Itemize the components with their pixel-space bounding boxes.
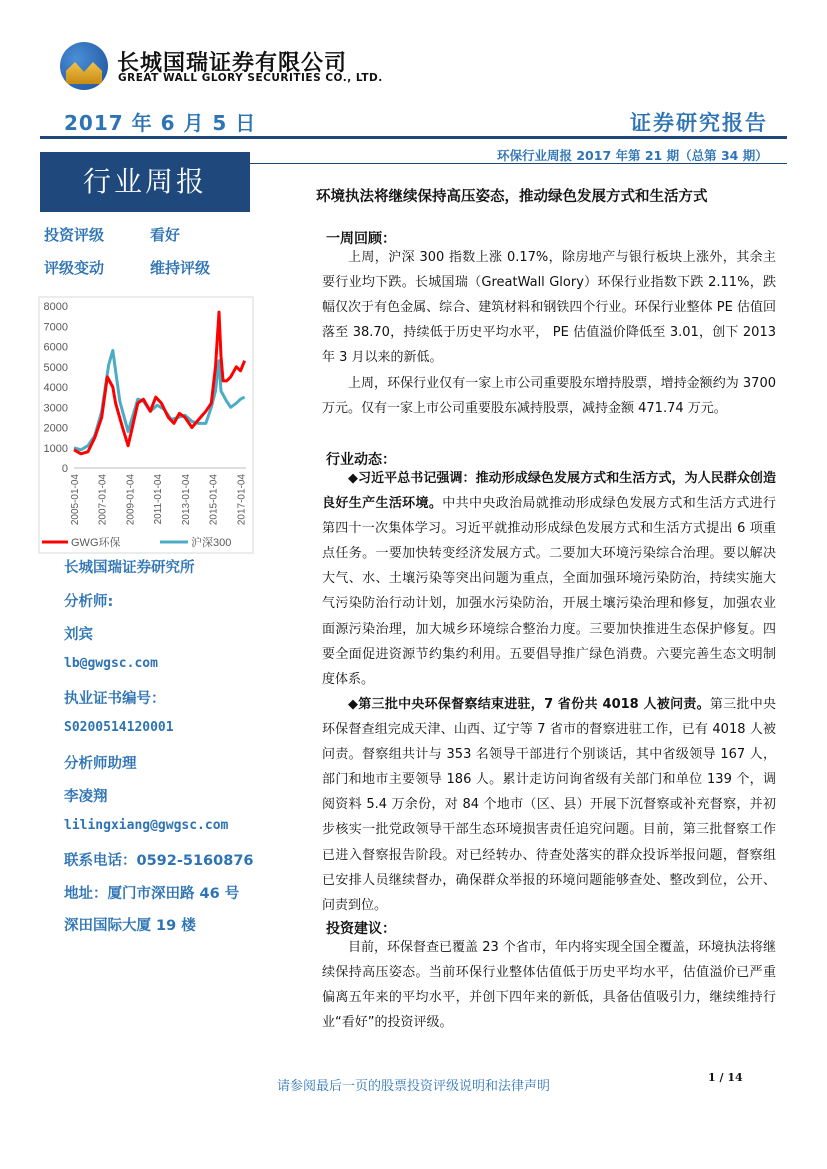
- invest-rating-value: 看好: [150, 226, 181, 244]
- footer-disclaimer: 请参阅最后一页的股票投资评级说明和法律声明: [277, 1079, 551, 1094]
- section-weekly-review: 一周回顾：: [326, 231, 396, 247]
- paragraph-advice: 目前，环保督查已覆盖 23 个省市，年内将实现全国全覆盖，环境执法将继续保持高压姿态。当前环保行业整体估值低于历史平均水平，估值溢价已严重偏离五年来的平均水平，并创下四年来的新低，具备估值吸引力，继续维持行业“看好”的投资评级。: [322, 940, 776, 1031]
- analyst-name: 刘宾: [64, 627, 93, 643]
- x-tick-label: 2017-01-04: [236, 474, 248, 526]
- company-logo: [60, 42, 108, 90]
- y-tick-label: 1000: [43, 442, 68, 455]
- paragraph-news-2: [322, 692, 776, 918]
- x-tick-label: 2015-01-04: [208, 474, 220, 526]
- address-line1: 地址：厦门市深田路 46 号: [64, 886, 240, 902]
- x-tick-label: 2009-01-04: [125, 474, 137, 526]
- x-tick-label: 2011-01-04: [153, 474, 165, 525]
- x-tick-label: 2007-01-04: [97, 474, 109, 526]
- y-tick-label: 6000: [43, 341, 68, 354]
- section-investment-advice: 投资建议：: [326, 921, 396, 937]
- y-tick-label: 5000: [43, 361, 68, 374]
- rating-change-value: 维持评级: [150, 259, 211, 277]
- report-banner: [40, 152, 250, 212]
- news-2-headline: ◆第三批中央环保督察结束进驻，7 省份共 4018 人被问责。: [348, 697, 710, 712]
- paragraph-review-2: 上周，环保行业仅有一家上市公司重要股东增持股票，增持金额约为 3700 万元。仅有一家上市公司重要股东减持股票，减持金额 471.74 万元。: [322, 376, 776, 417]
- company-name-en: GREAT WALL GLORY SECURITIES CO., LTD.: [118, 72, 383, 84]
- page-number: 1 / 14: [708, 1071, 743, 1084]
- y-tick-label: 2000: [43, 422, 68, 435]
- x-tick-label: 2013-01-04: [180, 474, 192, 526]
- phone: 联系电话：0592-5160876: [64, 853, 254, 869]
- report-type: 证券研究报告: [630, 111, 768, 135]
- news-1-body: 中共中央政治局就推动形成绿色发展方式和生活方式进行第四十一次集体学习。习近平就推动形成绿色发展方式和生活方式提出 6 项重点任务。一要加快转变经济发展方式。二要加大环境污染综合治理。要以解决大气、水、土壤污染等突出问题为重点，全面加强环境污染防治，持续实施大气污染防治行动计划，加强水污染防治，开展土壤污染治理和修复，加强农业面源污染治理，加大城乡环境综合整治力度。三要加快推进生态保护修复。四要全面促进资源节约集约利用。五要倡导推广绿色消费。六要完善生态文明制度体系。: [322, 496, 776, 687]
- paragraph-review-1: 上周，沪深 300 指数上涨 0.17%，除房地产与银行板块上涨外，其余主要行业均下跌。长城国瑞（GreatWall Glory）环保行业指数下跌 2.11%，跌幅仅次于有色金属、综合、建筑材料和钢铁四个行业。环保行业整体 PE 估值回落至 38.70，持续低于历史平均水平， PE 估值溢价降低至 3.01，创下 2013 年 3 月以来的新低。: [322, 250, 776, 366]
- address-line2: 深田国际大厦 19 楼: [64, 918, 196, 934]
- legend-label-gwg: GWG环保: [71, 537, 121, 549]
- analyst-label: 分析师:: [64, 594, 114, 610]
- report-headline: 环境执法将继续保持高压姿态，推动绿色发展方式和生活方式: [316, 189, 708, 205]
- institute-name: 长城国瑞证券研究所: [64, 560, 195, 576]
- invest-rating-label: 投资评级: [44, 226, 105, 244]
- section-industry-news: 行业动态：: [326, 452, 396, 468]
- rating-change-label: 评级变动: [44, 259, 105, 277]
- header-divider: [40, 136, 787, 139]
- report-date: 2017 年 6 月 5 日: [64, 111, 257, 135]
- news-2-body: 第三批中央环保督查组完成天津、山西、辽宁等 7 省市的督察进驻工作，已有 4018 人被问责。督察组共计与 353 名领导干部进行个别谈话，其中省级领导 167 人，部门和地市主要领导 186 人。累计走访问询省级有关部门和单位 139 个，调阅资料 5.4 万余份，对 84 个地市（区、县）开展下沉督察或补充督察，并初步核实一批党政领导干部生态环境损害责任追究问题。目前，第三批督察工作已进入督察报告阶段。对已经转办、待查处落实的群众投诉举报问题，督察组已安排人员继续督办，确保群众举报的环境问题能够查处、整改到位，公开、问责到位。: [322, 697, 776, 913]
- issue-info: 环保行业周报 2017 年第 21 期（总第 34 期）: [497, 148, 768, 163]
- y-tick-label: 8000: [43, 301, 68, 313]
- cert-label: 执业证书编号：: [64, 691, 166, 707]
- paragraph-news-1: [322, 466, 776, 692]
- assistant-email[interactable]: lilingxiang@gwgsc.com: [64, 818, 229, 833]
- y-tick-label: 7000: [43, 321, 68, 334]
- x-tick-label: 2005-01-04: [70, 474, 81, 526]
- banner-title: 行业周报: [82, 165, 207, 198]
- index-chart: [38, 296, 254, 554]
- assistant-label: 分析师助理: [64, 756, 137, 772]
- cert-number: S0200514120001: [64, 720, 174, 735]
- legend-label-csi300: 沪深300: [191, 537, 232, 549]
- y-tick-label: 0: [61, 463, 68, 475]
- assistant-name: 李凌翔: [64, 789, 108, 805]
- news-1-headline: ◆习近平总书记强调：推动形成绿色发展方式和生活方式，为人民群众创造良好生产生活环境。: [322, 471, 776, 512]
- company-name-cn: 长城国瑞证券有限公司: [117, 51, 348, 76]
- analyst-email[interactable]: lb@gwgsc.com: [64, 656, 158, 671]
- y-tick-label: 4000: [43, 382, 68, 394]
- y-tick-label: 3000: [43, 402, 68, 415]
